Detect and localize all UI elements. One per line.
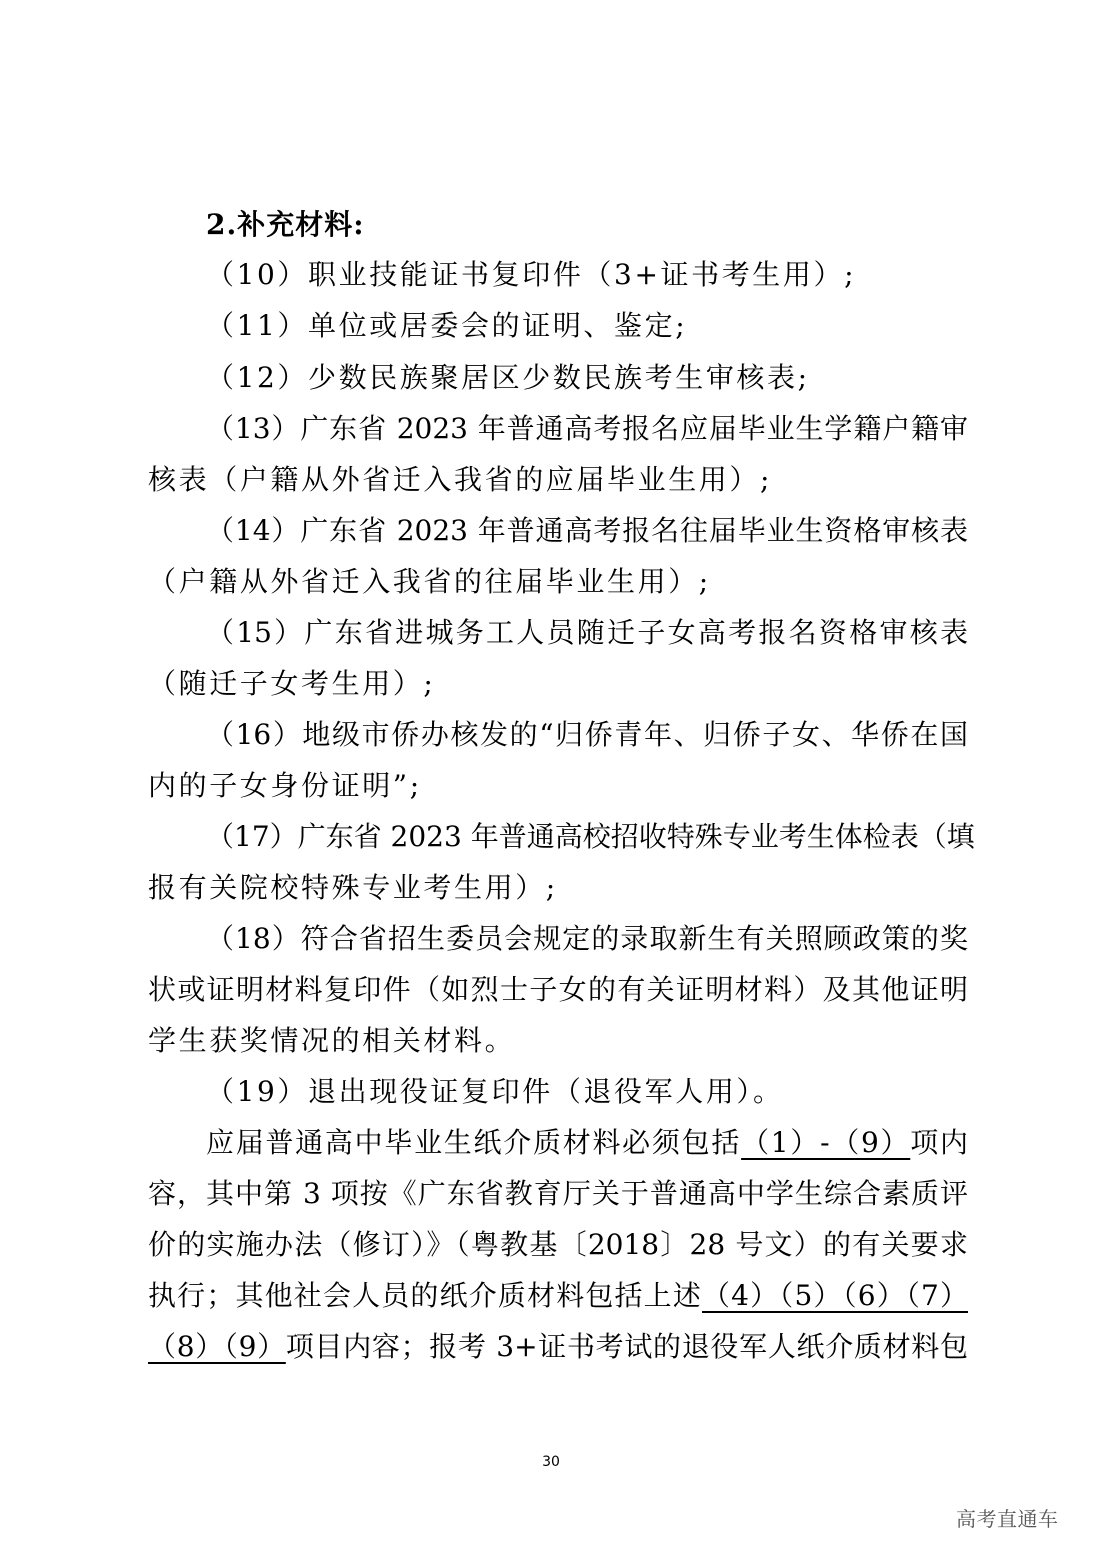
paragraph-line-1-text-a: 应届普通高中毕业生纸介质材料必须包括	[206, 1126, 742, 1159]
paragraph-line-1-underlined: （1）-（9）	[741, 1126, 911, 1159]
page-number: 30	[542, 1454, 560, 1470]
list-item-12: （12）少数民族聚居区少数民族考生审核表;	[206, 361, 810, 394]
paragraph-line-3: 价的实施办法（修订）》（粤教基〔2018〕28 号文）的有关要求	[148, 1228, 968, 1261]
paragraph-line-4-text-a: 执行；其他社会人员的纸介质材料包括上述	[148, 1279, 702, 1312]
list-item-15-line-2: （随迁子女考生用）;	[148, 667, 436, 700]
paragraph-line-5-underlined: （8）（9）	[148, 1330, 286, 1363]
list-item-17-line-2: 报有关院校特殊专业考生用）;	[148, 871, 558, 904]
list-item-14-line-1: （14）广东省 2023 年普通高考报名往届毕业生资格审核表	[206, 514, 968, 547]
list-item-15-line-1: （15）广东省进城务工人员随迁子女高考报名资格审核表	[206, 616, 968, 649]
list-item-19: （19）退出现役证复印件（退役军人用）。	[206, 1075, 784, 1108]
section-heading: 2.补充材料:	[206, 208, 365, 241]
paragraph-line-5	[148, 1330, 968, 1364]
list-item-13-line-1: （13）广东省 2023 年普通高考报名应届毕业生学籍户籍审	[206, 412, 968, 445]
list-item-18-line-1: （18）符合省招生委员会规定的录取新生有关照顾政策的奖	[206, 922, 968, 955]
list-item-16-line-2: 内的子女身份证明”;	[148, 769, 422, 802]
paragraph-line-1	[206, 1126, 968, 1160]
paragraph-line-2: 容，其中第 3 项按《广东省教育厅关于普通高中学生综合素质评	[148, 1177, 968, 1210]
list-item-17-line-1: （17）广东省 2023 年普通高校招收特殊专业考生体检表（填	[206, 820, 975, 853]
watermark: 高考直通车	[956, 1507, 1059, 1531]
paragraph-line-4-underlined: （4）（5）（6）（7）	[702, 1279, 968, 1312]
list-item-11: （11）单位或居委会的证明、鉴定;	[206, 309, 688, 342]
list-item-16-line-1: （16）地级市侨办核发的“归侨青年、归侨子女、华侨在国	[206, 718, 968, 751]
paragraph-line-4	[148, 1279, 968, 1313]
list-item-18-line-3: 学生获奖情况的相关材料。	[148, 1024, 516, 1057]
paragraph-line-5-text-b: 项目内容；报考 3+证书考试的退役军人纸介质材料包	[285, 1330, 968, 1363]
list-item-13-line-2: 核表（户籍从外省迁入我省的应届毕业生用）;	[148, 463, 773, 496]
paragraph-line-1-text-b: 项内	[910, 1126, 968, 1159]
list-item-18-line-2: 状或证明材料复印件（如烈士子女的有关证明材料）及其他证明	[148, 973, 968, 1006]
list-item-10: （10）职业技能证书复印件（3+证书考生用）;	[206, 258, 857, 291]
list-item-14-line-2: （户籍从外省迁入我省的往届毕业生用）;	[148, 565, 711, 598]
